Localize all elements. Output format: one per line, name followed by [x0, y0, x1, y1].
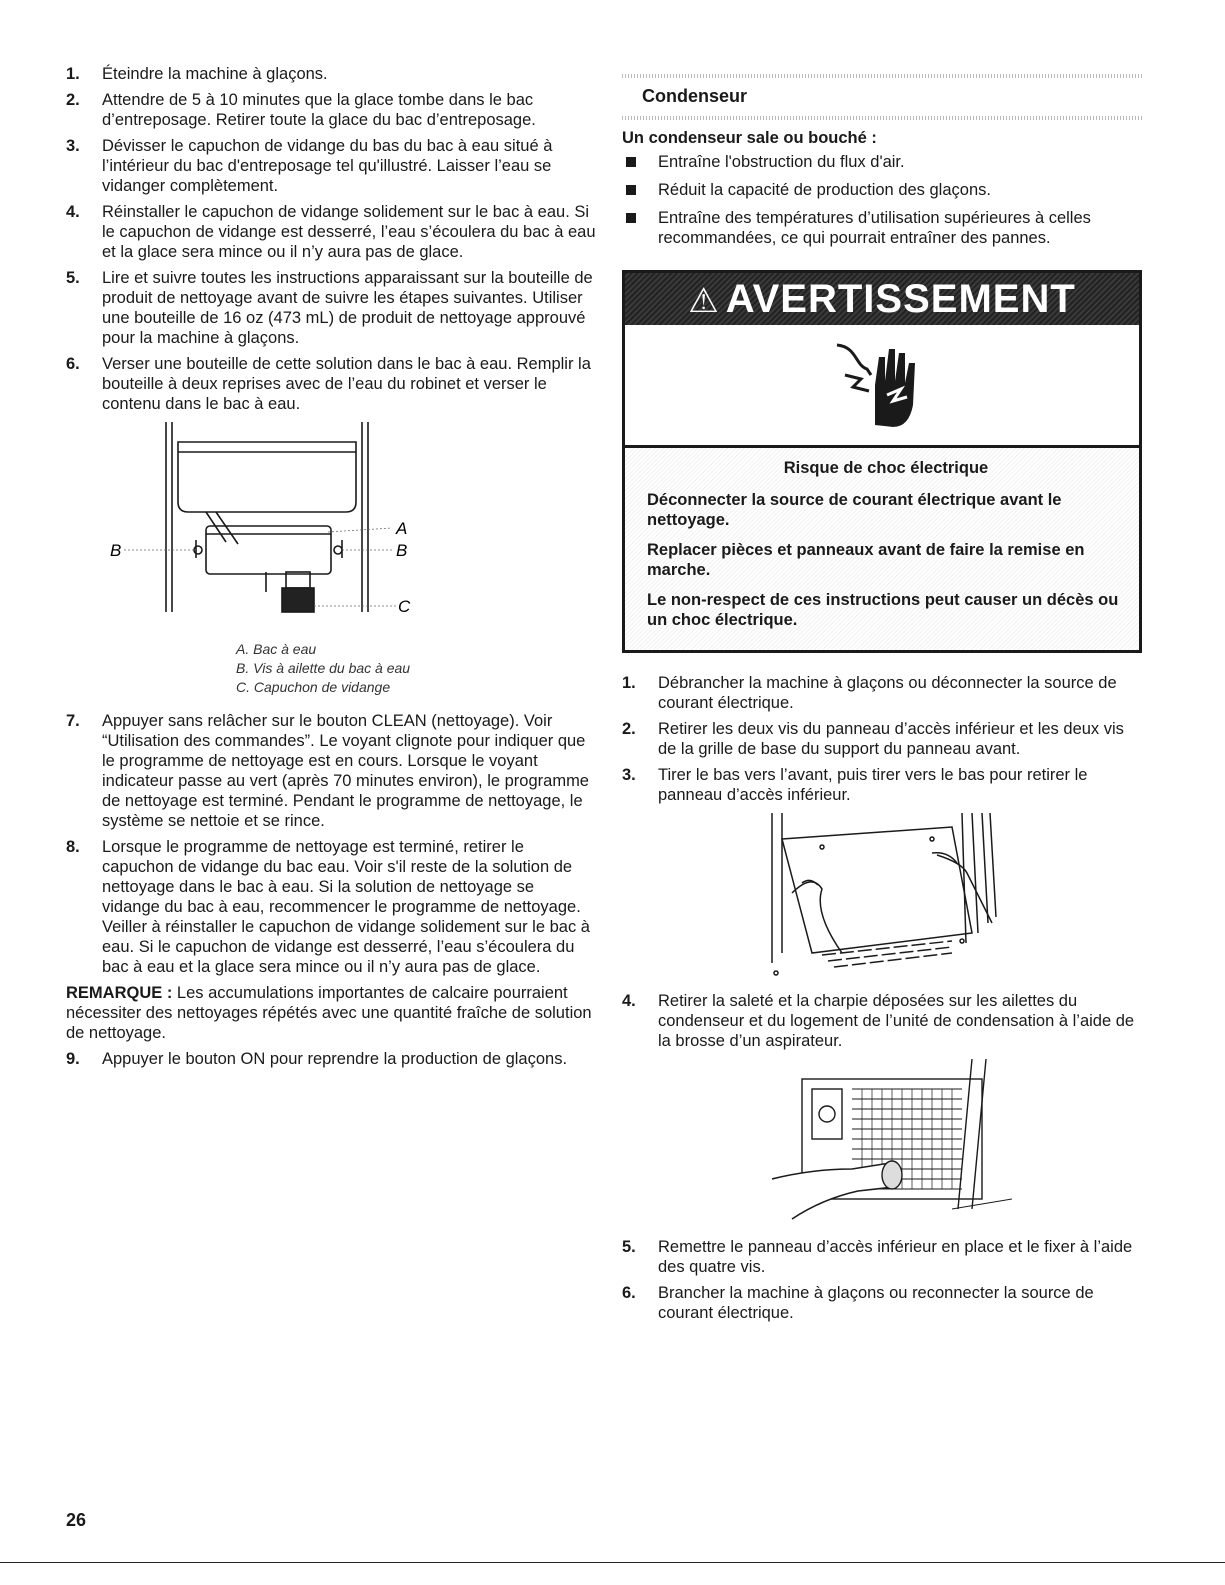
condenser-steps-1-3 [622, 673, 1142, 805]
step-6: 6. Verser une bouteille de cette solution dans le bac à eau. Remplir la bouteille à deux reprises avec de l’eau du robinet et verser le contenu dans le bac à eau. [66, 355, 591, 413]
condenser-step-4: 4. Retirer la saleté et la charpie déposées sur les ailettes du condenseur et du logement de l’unité de condensation à l’aide de la brosse d’un aspirateur. [622, 992, 1135, 1050]
condenser-step-6: 6. Brancher la machine à glaçons ou reconnecter la source de courant électrique. [622, 1284, 1094, 1322]
bullet-square-icon [626, 157, 636, 167]
warning-line-1: Déconnecter la source de courant électrique avant le nettoyage. [647, 491, 1062, 529]
water-bin-drawing [66, 422, 486, 627]
note-paragraph [66, 983, 596, 1043]
steps-list-1-6 [66, 64, 596, 414]
water-bin-illustration [66, 422, 596, 632]
condenser-step-5: 5. Remettre le panneau d’accès inférieur en place et le fixer à l’aide des quatre vis. [622, 1238, 1133, 1276]
condenser-bullets [622, 152, 1142, 248]
header-rule [622, 116, 1142, 120]
left-column [66, 64, 596, 1075]
steps-list-9 [66, 1049, 596, 1069]
shock-hand-icon [827, 335, 937, 435]
step-8: 8. Lorsque le programme de nettoyage est terminé, retirer le capuchon de vidange du bac eau. Voir s'il reste de la solution de nettoyage dans le bac à eau. Si la solution de nettoyage se vidange du bac à eau, recommencer le programme de nettoyage. Veiller à réinstaller le capuchon de vidange solidement sur le bac à eau. Si le capuchon de vidange est desserré, l’eau s’écoulera du bac à eau et la glace sera mince ou il n’y aura pas de glace. [66, 838, 590, 976]
step-7: 7. Appuyer sans relâcher sur le bouton CLEAN (nettoyage). Voir “Utilisation des commandes”. Le voyant clignote pour indiquer que le programme de nettoyage est en cours. Lorsque le voyant indicateur passe au vert (après 70 minutes environ), le programme de nettoyage est terminé. Pendant le programme de nettoyage, le système se nettoie et se rince. [66, 712, 589, 830]
condenser-cleaning-drawing [772, 1059, 1012, 1224]
bullet-item: Entraîne l'obstruction du flux d'air. [622, 152, 1142, 172]
label-b-right: B [396, 541, 408, 560]
section-title: Condenseur [642, 86, 748, 106]
caption-c: C. Capuchon de vidange [236, 679, 391, 695]
steps-list-7-8 [66, 711, 596, 977]
step-4: 4. Réinstaller le capuchon de vidange solidement sur le bac à eau. Si le capuchon de vidange est desserré, l’eau s’écoulera du bac à eau et la glace sera mince ou il n’y aura pas de glace. [66, 203, 596, 261]
label-a: A [396, 519, 408, 538]
warning-line-3: Le non-respect de ces instructions peut causer un décès ou un choc électrique. [647, 591, 1119, 629]
label-c: C [398, 597, 411, 616]
warning-risk: Risque de choc électrique [783, 459, 989, 477]
step-3: 3. Dévisser le capuchon de vidange du bas du bac à eau situé à l’intérieur du bac d'entreposage tel qu'illustré. Laisser l’eau se vidanger complètement. [66, 137, 553, 195]
caption-b: B. Vis à ailette du bac à eau [236, 660, 411, 676]
right-column [622, 74, 1142, 1329]
warning-line-2: Replacer pièces et panneaux avant de faire la remise en marche. [647, 541, 1085, 579]
condenser-steps-4 [622, 991, 1142, 1051]
condenser-step-2: 2. Retirer les deux vis du panneau d’accès inférieur et les deux vis de la grille de base du support du panneau avant. [622, 720, 1124, 758]
step-2: 2. Attendre de 5 à 10 minutes que la glace tombe dans le bac d’entreposage. Retirer toute la glace du bac d’entreposage. [66, 91, 536, 129]
condenser-section-header [622, 74, 1142, 120]
bullet-item: Réduit la capacité de production des glaçons. [622, 180, 1142, 200]
access-panel-illustration [752, 813, 1142, 983]
bullet-item: Entraîne des températures d’utilisation supérieures à celles recommandées, ce qui pourrait entraîner des pannes. [622, 208, 1142, 248]
condenser-cleaning-illustration [772, 1059, 1142, 1229]
condenser-subhead: Un condenseur sale ou bouché : [622, 129, 877, 147]
warning-box [622, 270, 1142, 653]
page-number: 26 [66, 1510, 87, 1530]
warning-title: AVERTISSEMENT [725, 277, 1076, 321]
electric-shock-hazard-icon [625, 325, 1139, 448]
label-b-left: B [110, 541, 122, 560]
condenser-steps-5-6 [622, 1237, 1142, 1323]
caption-a: A. Bac à eau [236, 641, 317, 657]
warning-body [625, 448, 1139, 650]
step-9: 9. Appuyer le bouton ON pour reprendre la production de glaçons. [66, 1050, 568, 1068]
step-1: 1. Éteindre la machine à glaçons. [66, 65, 328, 83]
note-label: REMARQUE : [66, 984, 173, 1002]
figure-caption [236, 640, 596, 697]
note-text: Les accumulations importantes de calcaire pourraient nécessiter des nettoyages répétés avec une quantité fraîche de solution de nettoyage. [66, 984, 592, 1042]
bullet-square-icon [626, 213, 636, 223]
condenser-step-3: 3. Tirer le bas vers l’avant, puis tirer vers le bas pour retirer le panneau d’accès inférieur. [622, 766, 1088, 804]
access-panel-drawing [752, 813, 1012, 978]
warning-triangle-icon: ⚠ [688, 282, 720, 320]
step-5: 5. Lire et suivre toutes les instructions apparaissant sur la bouteille de produit de nettoyage avant de suivre les étapes suivantes. Utiliser une bouteille de 16 oz (473 mL) de produit de nettoyage approuvé pour la machine à glaçons. [66, 269, 593, 347]
warning-title-bar [625, 273, 1139, 325]
bullet-square-icon [626, 185, 636, 195]
bottom-rule [0, 1562, 1225, 1563]
condenser-step-1: 1. Débrancher la machine à glaçons ou déconnecter la source de courant électrique. [622, 674, 1117, 712]
